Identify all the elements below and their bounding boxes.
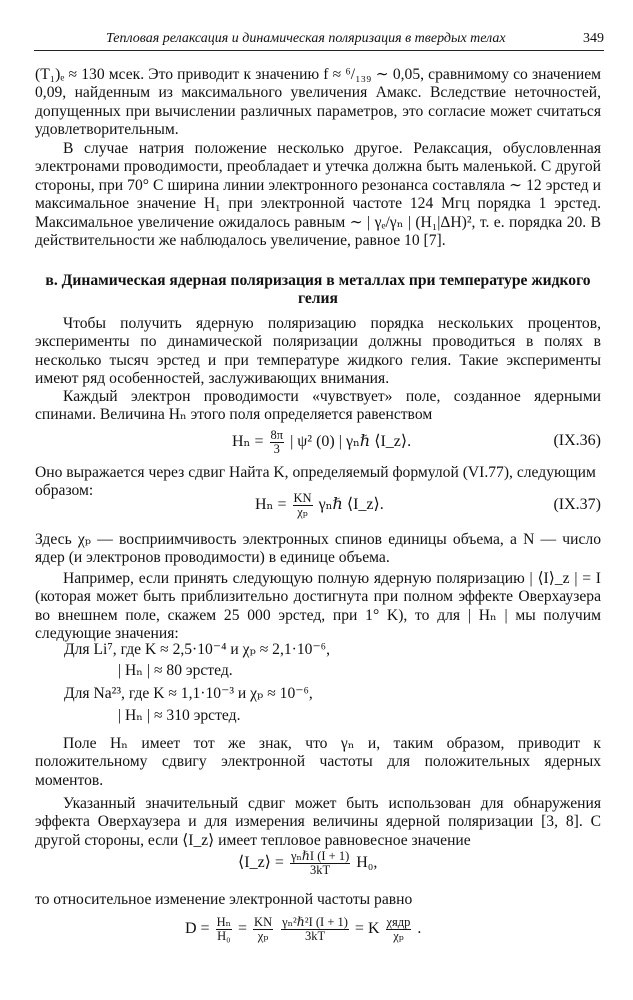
eq-iz-rhs: H₀, — [356, 854, 378, 872]
running-head-title: Тепловая релаксация и динамическая поляризация в твердых телах — [106, 31, 506, 46]
paragraph-6: Здесь χₚ — восприимчивость электронных спинов единицы объема, а N — число ядер (и электронов проводимости) в единице объема. — [35, 531, 601, 567]
eq-d-f4-numerator: χядр — [386, 915, 411, 929]
eq-d-equals-2: = K — [354, 920, 380, 938]
paragraph-5: Оно выражается через сдвиг Найта K, определяемый формулой (VI.77), следующим образом: — [35, 464, 596, 500]
eq-d-fraction-2 — [253, 916, 273, 943]
eq37-denominator: χₚ — [297, 505, 308, 519]
eq36-denominator: 3 — [273, 442, 280, 456]
section-heading: в. Динамическая ядерная поляризация в металлах при температуре жидкого гелия — [45, 272, 591, 308]
paragraph-1: (T₁)ₑ ≈ 130 мсек. Это приводит к значению f ≈ ⁶/₁₃₉ ∼ 0,05, сравнимому со значением 0,09, найденным из максимального увеличения Aмакс. Вследствие неточностей, допущенных при вычислении различных параметров, это согласие может считаться удовлетворительным. — [35, 66, 601, 139]
paragraph-10: то относительное изменение электронной частоты равно — [35, 891, 413, 908]
equation-ix-37 — [255, 492, 384, 519]
eq-d-f2-numerator: KN — [254, 915, 273, 929]
eq-d-f3-denominator: 3kT — [304, 929, 326, 943]
equation-iz-thermal — [238, 850, 377, 877]
page-number: 349 — [583, 31, 604, 46]
eq36-numerator: 8π — [270, 428, 284, 442]
paragraph-2: В случае натрия положение несколько другое. Релаксация, обусловленная электронами проводимости, преобладает и утечка должна быть маленькой. С другой стороны, при 70° C ширина линии электронного резонанса составляла ∼ 12 эрстед и максимальное значение H₁ при электронной частоте 124 Мгц порядка 1 эрстед. Максимальное увеличение ожидалось равным ∼ | γₑ/γₙ | (H₁|ΔH)², т. е. порядка 20. В действительности же наблюдалось увеличение, равное 10 [7]. — [35, 140, 601, 250]
eq-d-end: . — [417, 920, 422, 938]
paragraph-8: Поле Hₙ имеет тот же знак, что γₙ и, таким образом, приводит к положительному сдвигу электронной частоты для положительных ядерных моментов. — [35, 735, 601, 789]
eq36-lhs: Hₙ = — [232, 433, 264, 451]
example-na: Для Na²³, где K ≈ 1,1·10⁻³ и χₚ ≈ 10⁻⁶, — [64, 685, 313, 702]
eq-d-f2-denominator: χₚ — [257, 929, 269, 943]
eq36-rhs: | ψ² (0) | γₙℏ ⟨I_z⟩. — [290, 433, 412, 451]
eq-d-f3-numerator: γₙ²ℏ²I (I + 1) — [282, 915, 348, 929]
eq36-fraction — [270, 429, 285, 456]
equation-number-ix-36: (IX.36) — [553, 432, 601, 449]
paragraph-7: Например, если принять следующую полную ядерную поляризацию | ⟨I⟩_z | = I (которая может быть приблизительно достигнута при полном эффекте Оверхаузера во внешнем поле, скажем 25 000 эрстед, при 1° K), то для | Hₙ | мы получим следующие значения: — [35, 570, 601, 643]
paragraph-4: Каждый электрон проводимости «чувствует» поле, созданное ядерными спинами. Величина Hₙ этого поля определяется равенством — [35, 388, 601, 424]
paragraph-9: Указанный значительный сдвиг может быть использован для обнаружения эффекта Оверхаузера и для измерения величины ядерной поляризации [3, 8]. С другой стороны, если ⟨I_z⟩ имеет тепловое равновесное значение — [35, 795, 601, 849]
eq37-rhs: γₙℏ ⟨I_z⟩. — [318, 496, 384, 514]
paragraph-3: Чтобы получить ядерную поляризацию порядка нескольких процентов, эксперименты по динамической поляризации должны проводиться в полях в несколько тысяч эрстед и при температуре жидкого гелия. Такие эксперименты имеют ряд особенностей, заслуживающих внимания. — [35, 315, 601, 388]
eq37-lhs: Hₙ = — [255, 496, 287, 514]
eq-d-fraction-3 — [281, 916, 349, 943]
eq-iz-numerator: γₙℏI (I + 1) — [290, 849, 350, 863]
eq-iz-denominator: 3kT — [310, 863, 331, 877]
eq-iz-lhs: ⟨I_z⟩ = — [238, 854, 284, 872]
eq37-fraction — [293, 492, 313, 519]
eq-d-fraction-1 — [216, 916, 232, 943]
eq-d-f1-denominator: H₀ — [217, 929, 231, 943]
equation-d — [185, 916, 421, 943]
eq-iz-fraction — [290, 850, 350, 877]
eq37-numerator: KN — [293, 491, 312, 505]
equation-number-ix-37: (IX.37) — [553, 496, 601, 513]
running-head — [34, 30, 604, 51]
eq-d-fraction-4 — [386, 916, 412, 943]
example-na-result: | Hₙ | ≈ 310 эрстед. — [118, 707, 241, 724]
eq-d-f1-numerator: Hₙ — [216, 915, 232, 929]
example-li-result: | Hₙ | ≈ 80 эрстед. — [118, 662, 233, 679]
eq-d-equals-1: = — [238, 920, 248, 938]
eq-d-lhs: D = — [185, 920, 210, 938]
example-li: Для Li⁷, где K ≈ 2,5·10⁻⁴ и χₚ ≈ 2,1·10⁻⁶, — [64, 641, 331, 658]
equation-ix-36 — [232, 429, 411, 456]
eq-d-f4-denominator: χₚ — [393, 929, 404, 943]
